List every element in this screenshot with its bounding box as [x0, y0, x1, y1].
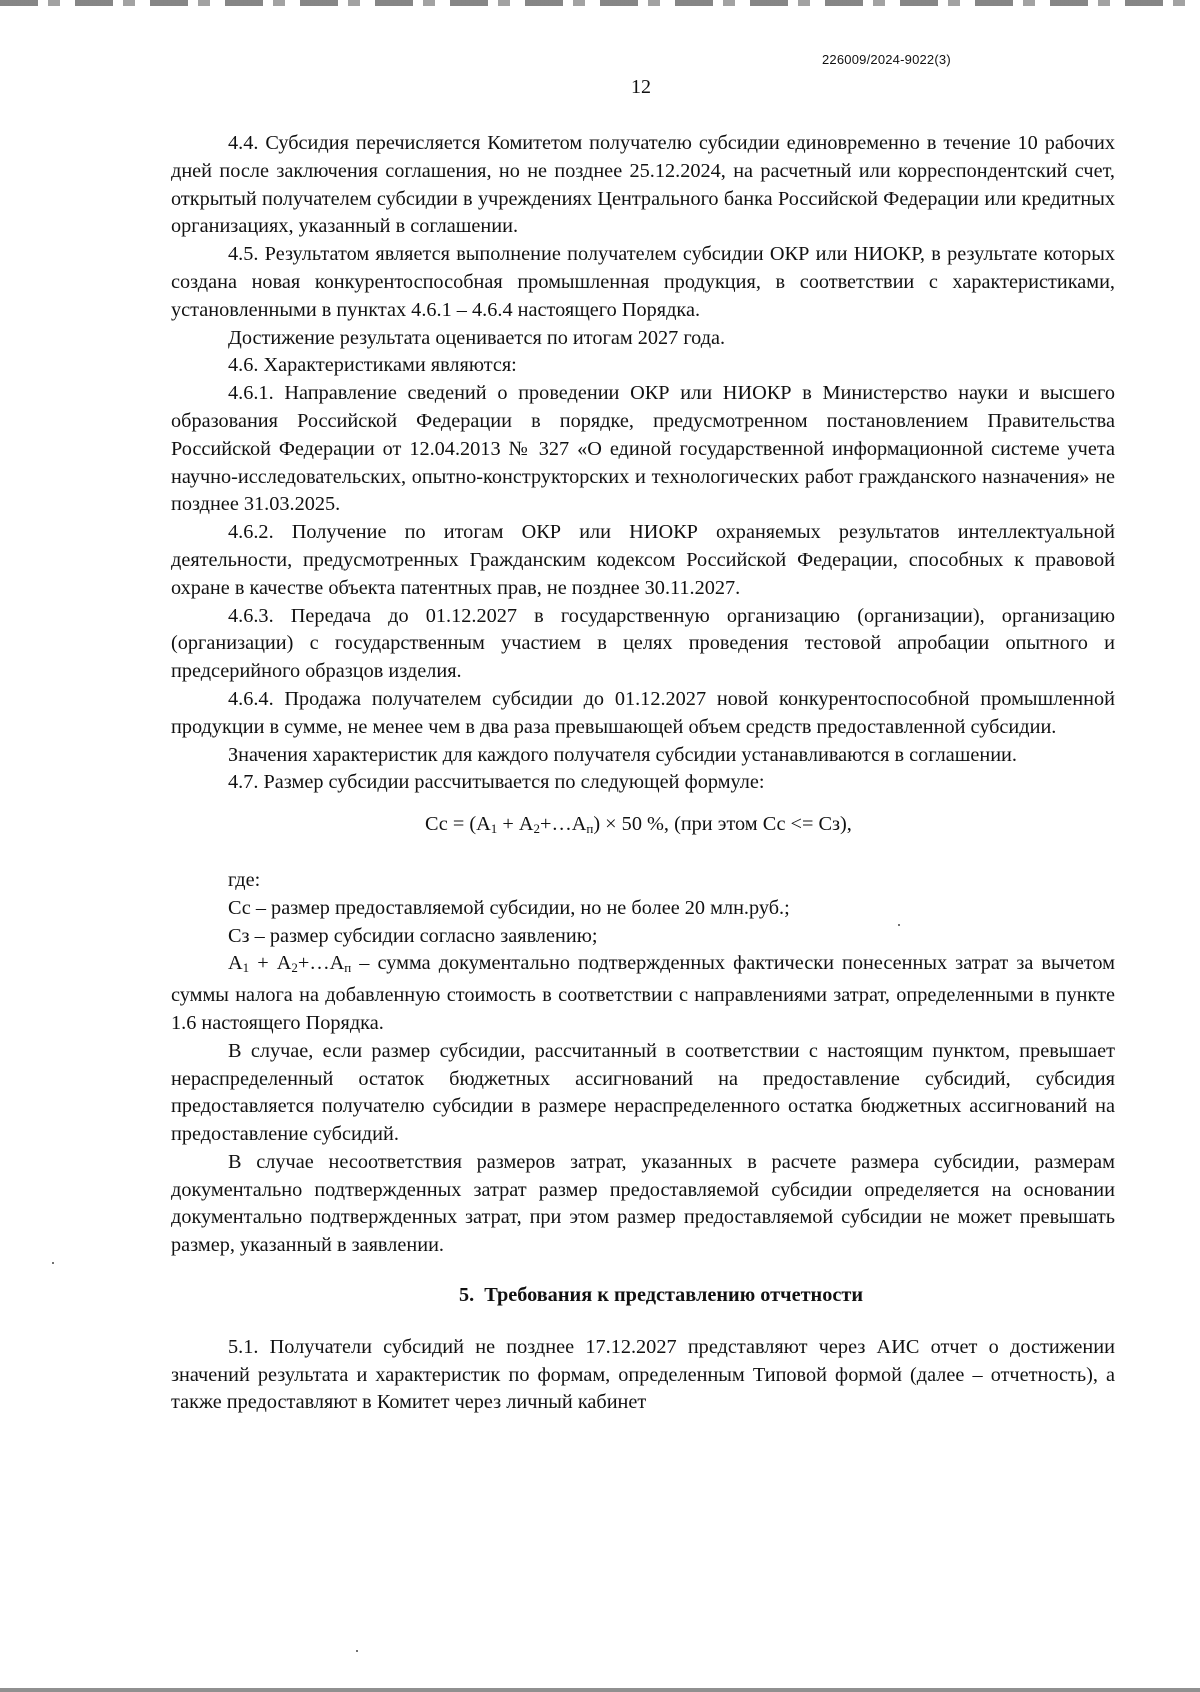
section-5-heading: 5. Требования к представлению отчетности: [458, 1284, 864, 1307]
paragraph-4-6-3: 4.6.3. Передача до 01.12.2027 в государственную организацию (организации), организацию (организации) с государственным участием в целях проведения тестовой апробации опытного и предсерийного образцов изделия.: [171, 604, 1115, 683]
definition-cs: Сс – размер предоставляемой субсидии, но не более 20 млн.руб.;: [228, 896, 790, 919]
paragraph-result-evaluation: Достижение результата оценивается по итогам 2027 года.: [228, 326, 726, 349]
document-body: [171, 130, 1115, 1417]
paragraph-characteristics-values: Значения характеристик для каждого получателя субсидии устанавливаются в соглашении.: [228, 743, 1017, 766]
scan-speck: [356, 1650, 358, 1652]
paragraph-4-6-4: 4.6.4. Продажа получателем субсидии до 01.12.2027 новой конкурентоспособной промышленной продукции в сумме, не менее чем в два раза превышающей объем средств предоставленной субсидии.: [171, 687, 1115, 738]
page-number: 12: [631, 76, 651, 98]
scan-edge-bottom: [0, 1688, 1200, 1692]
definition-a-sum: $А_1$ + $А_2+\dots А_п$ – сумма документально подтвержденных фактически понесенных затрат за вычетом суммы налога на добавленную стоимость в соответствии с направлениями затрат, определенными в пункте 1.6 настоящего Порядка.: [171, 952, 1116, 1034]
paragraph-4-6-2: 4.6.2. Получение по итогам ОКР или НИОКР охраняемых результатов интеллектуальной деятельности, предусмотренных Гражданским кодексом Российской Федерации, способных к правовой охране в качестве объекта патентных прав, не позднее 30.11.2027.: [171, 521, 1115, 599]
paragraph-budget-remainder: В случае, если размер субсидии, рассчитанный в соответствии с настоящим пунктом, превышает нераспределенный остаток бюджетных ассигнований на предоставление субсидий, субсидия предоставляется получателю субсидии в размере нераспределенного остатка бюджетных ассигнований на предоставление субсидий.: [171, 1039, 1115, 1146]
subsidy-formula: Сс = ($А_1$ + $А_2+\dots А_п) \times 50$ %, (при этом Сс <= Сз),: [425, 813, 852, 837]
scan-edge-top: [0, 0, 1200, 6]
paragraph-4-7: 4.7. Размер субсидии рассчитывается по следующей формуле:: [228, 771, 765, 794]
scan-speck: [52, 1262, 54, 1264]
paragraph-cost-mismatch: В случае несоответствия размеров затрат, указанных в расчете размера субсидии, размерам документально подтвержденных затрат размер предоставляемой субсидии определяется на основании документально подтвержденных затрат, при этом размер предоставляемой субсидии не может превышать размер, указанный в заявлении.: [171, 1150, 1115, 1257]
paragraph-5-1: 5.1. Получатели субсидий не позднее 17.12.2027 представляют через АИС отчет о достижении значений результата и характеристик по формам, определенным Типовой формой (далее – отчетность), а также предоставляют в Комитет через личный кабинет: [171, 1335, 1115, 1414]
scan-speck: [898, 924, 900, 926]
definition-cz: Сз – размер субсидии согласно заявлению;: [228, 924, 598, 947]
registration-number: 226009/2024-9022(3): [822, 52, 951, 67]
paragraph-4-5: 4.5. Результатом является выполнение получателем субсидии ОКР или НИОКР, в результате которых создана новая конкурентоспособная промышленная продукция, в соответствии с характеристиками, установленными в пунктах 4.6.1 – 4.6.4 настоящего Порядка.: [171, 243, 1115, 321]
paragraph-4-4: 4.4. Субсидия перечисляется Комитетом получателю субсидии единовременно в течение 10 рабочих дней после заключения соглашения, но не позднее 25.12.2024, на расчетный или корреспондентский счет, открытый получателем субсидии в учреждениях Центрального банка Российской Федерации или кредитных организациях, указанный в соглашении.: [171, 132, 1115, 238]
paragraph-4-6-1: 4.6.1. Направление сведений о проведении ОКР или НИОКР в Министерство науки и высшего образования Российской Федерации в порядке, предусмотренном постановлением Правительства Российской Федерации от 12.04.2013 № 327 «О единой государственной информационной системе учета научно-исследовательских, опытно-конструкторских и технологических работ гражданского назначения» не позднее 31.03.2025.: [171, 382, 1115, 516]
paragraph-4-6: 4.6. Характеристиками являются:: [228, 354, 517, 377]
definitions-where: где:: [228, 868, 261, 891]
